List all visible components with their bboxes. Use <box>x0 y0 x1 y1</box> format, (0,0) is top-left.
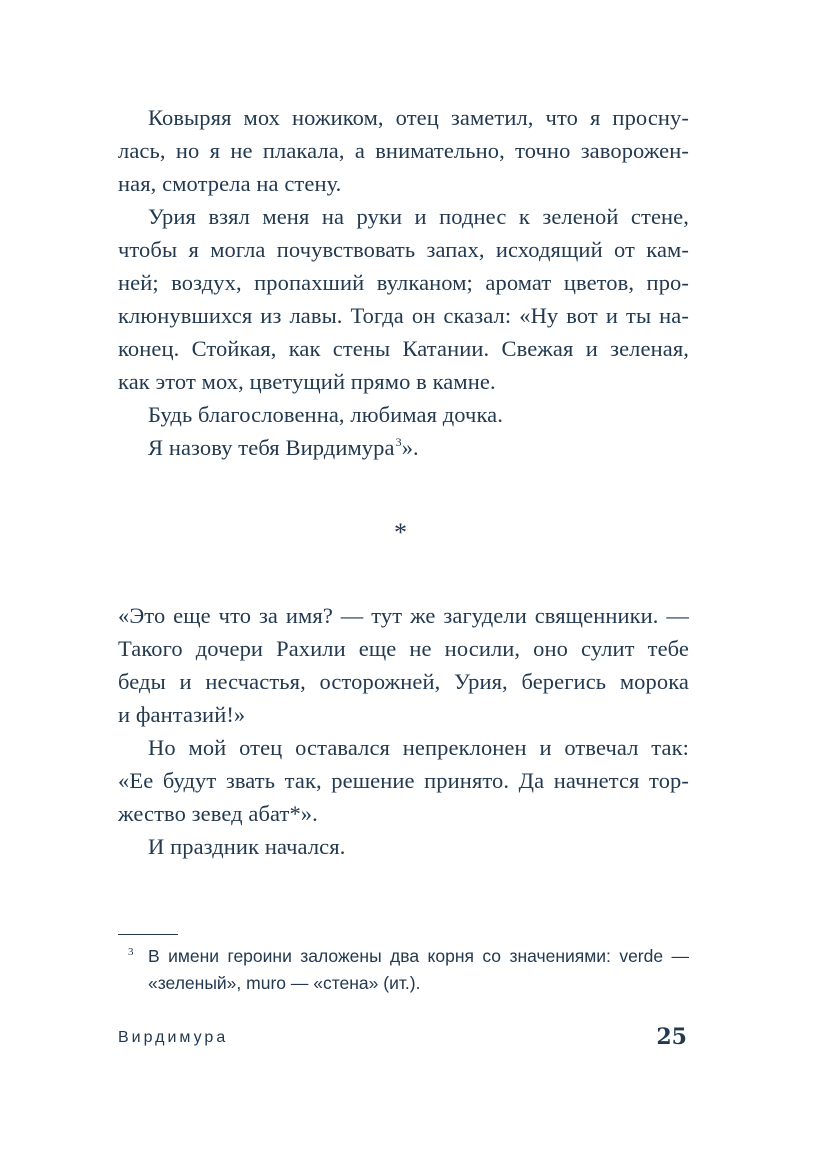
text-line: лась, но я не плакала, а внимательно, точно заворожен- <box>118 138 689 163</box>
text-fragment: Я назову тебя Вирдимура <box>148 435 395 460</box>
text-line: Будь благословенна, любимая дочка. <box>148 402 503 427</box>
text-line: беды и несчастья, осторожней, Урия, берегись морока <box>118 669 689 694</box>
text-line: клюнувшихся из лавы. Тогда он сказал: «Ну вот и ты на- <box>118 303 689 328</box>
text-line: как этот мох, цветущий прямо в камне. <box>118 369 496 394</box>
text-line: «Ее будут звать так, решение принято. Да начнется тор- <box>118 768 689 793</box>
text-line: Урия взял меня на руки и поднес к зеленой стене, <box>148 204 689 229</box>
text-fragment: ». <box>401 435 419 460</box>
footnote-reference[interactable]: 3 <box>395 435 402 449</box>
text-line: Такого дочери Рахили еще не носили, оно сулит тебе <box>118 636 689 661</box>
text-line: чтобы я могла почувствовать запах, исходящий от кам- <box>118 237 689 262</box>
footnote-divider <box>118 934 178 935</box>
text-line: конец. Стойкая, как стены Катании. Свежая и зеленая, <box>118 336 689 361</box>
text-line: И праздник начался. <box>148 834 346 859</box>
text-line: Ковыряя мох ножиком, отец заметил, что я просну- <box>148 105 689 130</box>
footnote-number: 3 <box>128 946 134 958</box>
text-line: и фантазий!» <box>118 702 246 727</box>
text-line: «Это еще что за имя? — тут же загудели священники. — <box>118 603 689 628</box>
text-line: Но мой отец оставался непреклонен и отвечал так: <box>148 735 689 760</box>
text-line-with-footnote-ref <box>148 431 689 468</box>
text-line: жество зевед абат*». <box>118 801 318 826</box>
running-title: Вирдимура <box>118 1029 229 1046</box>
footnote-line: «зеленый», muro — «стена» (ит.). <box>148 973 421 993</box>
text-line: ней; воздух, пропахший вулканом; аромат цветов, про- <box>118 270 689 295</box>
text-line: ная, смотрела на стену. <box>118 171 342 196</box>
footnote-line: В имени героини заложены два корня со значениями: verde — <box>148 946 689 966</box>
page-number: 25 <box>656 1024 687 1050</box>
section-separator: * <box>394 518 407 547</box>
